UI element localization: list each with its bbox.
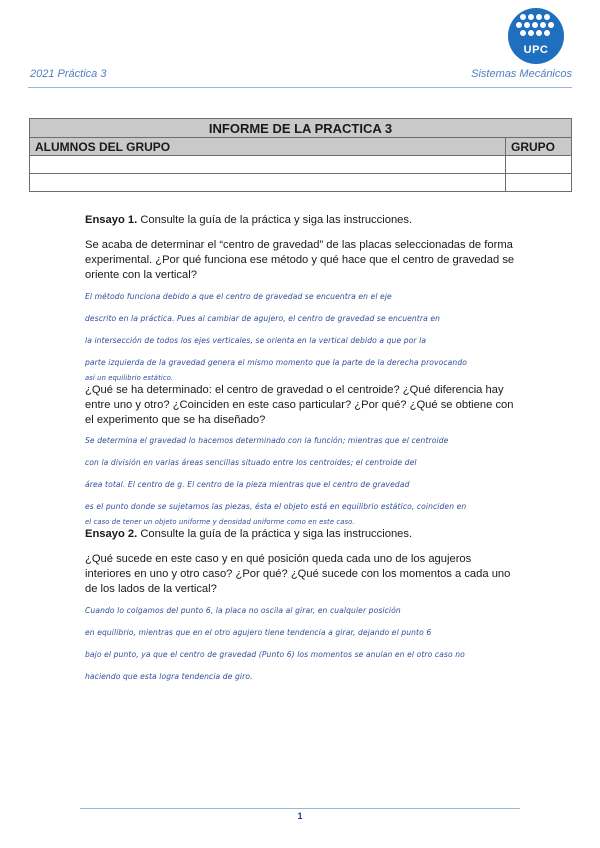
- ensayo-2-question-1: ¿Qué sucede en este caso y en qué posición queda cada uno de los agujeros interiores en uno y otro caso? ¿Por qué? ¿Qué sucede con los momentos a cada uno de los lados de la vertical?: [85, 553, 511, 595]
- logo-dots: [514, 14, 558, 40]
- handwritten-line: parte izquierda de la gravedad genera el mismo momento que la parte de la derecha provocando: [85, 358, 467, 367]
- handwritten-line: haciendo que esta logra tendencia de giro.: [85, 672, 253, 681]
- ensayo-1-answer-2[interactable]: [85, 430, 515, 527]
- ensayo-1-question-2: ¿Qué se ha determinado: el centro de gravedad o el centroide? ¿Qué diferencia hay entre uno y otro? ¿Coinciden en este caso particular? ¿Por qué? ¿Qué se obtiene con el experimento que se ha diseñado?: [85, 384, 514, 426]
- handwritten-line: la intersección de todos los ejes verticales, se orienta en la vertical debido a que por la: [85, 336, 427, 345]
- ensayo-2-heading: [85, 527, 515, 542]
- ensayo-1-answer-1[interactable]: [85, 286, 515, 383]
- handwritten-line: descrito en la práctica. Pues al cambiar de agujero, el centro de gravedad se encuentra en: [85, 314, 441, 323]
- handwritten-line: es el punto donde se sujetamos las piezas, ésta el objeto está en equilibrio estático, coinciden en: [85, 502, 467, 511]
- header-subject: Sistemas Mecánicos: [471, 68, 572, 80]
- ensayo-2-instruction: Consulte la guía de la práctica y siga las instrucciones.: [137, 528, 413, 540]
- footer-divider: [80, 808, 520, 809]
- ensayo-2-answer-1[interactable]: [85, 600, 515, 688]
- ensayo-1-instruction: Consulte la guía de la práctica y siga las instrucciones.: [137, 214, 413, 226]
- header-divider: [28, 87, 572, 88]
- handwritten-line: así un equilibrio estático.: [85, 374, 174, 382]
- student-name-cell[interactable]: [30, 174, 506, 192]
- handwritten-line: bajo el punto, ya que el centro de gravedad (Punto 6) los momentos se anulan en el otro caso no: [85, 650, 465, 659]
- group-cell[interactable]: [506, 156, 572, 174]
- handwritten-line: Cuando lo colgamos del punto 6, la placa no oscila al girar, en cualquier posición: [85, 606, 401, 615]
- header-course: 2021 Práctica 3: [30, 68, 107, 80]
- handwritten-line: Se determina el gravedad lo hacemos determinado con la función; mientras que el centroide: [85, 436, 449, 445]
- ensayo-2-label: Ensayo 2.: [85, 528, 138, 540]
- handwritten-line: en equilibrio, mientras que en el otro agujero tiene tendencia a girar, dejando el punto 6: [85, 628, 432, 637]
- page-number: 1: [297, 811, 303, 821]
- group-column-header: GRUPO: [506, 138, 572, 156]
- logo-text: UPC: [523, 44, 549, 56]
- handwritten-line: con la división en varias áreas sencillas situado entre los centroides; el centroide del: [85, 458, 417, 467]
- ensayo-1-heading: [85, 213, 515, 228]
- report-title: INFORME DE LA PRACTICA 3: [30, 119, 572, 138]
- students-column-header: ALUMNOS DEL GRUPO: [30, 138, 506, 156]
- handwritten-line: área total. El centro de g. El centro de la pieza mientras que el centro de gravedad: [85, 480, 410, 489]
- handwritten-line: el caso de tener un objeto uniforme y densidad uniforme como en este caso.: [85, 518, 355, 526]
- report-table: [29, 118, 572, 192]
- report-content: [85, 213, 515, 688]
- upc-logo: [508, 8, 564, 64]
- ensayo-1-label: Ensayo 1.: [85, 214, 138, 226]
- group-cell[interactable]: [506, 174, 572, 192]
- ensayo-1-question-1: Se acaba de determinar el “centro de gravedad” de las placas seleccionadas de forma experimental. ¿Por qué funciona ese método y qué hace que el centro de gravedad se oriente con la vertical?: [85, 239, 515, 281]
- student-name-cell[interactable]: [30, 156, 506, 174]
- handwritten-line: El método funciona debido a que el centro de gravedad se encuentra en el eje: [85, 292, 392, 301]
